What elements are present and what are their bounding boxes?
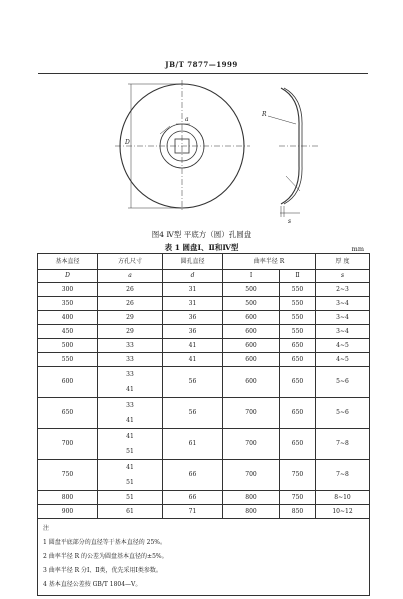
cell-d: 31	[163, 283, 223, 297]
cell-s: 8~10	[316, 491, 370, 505]
cell-s: 3~4	[316, 297, 370, 311]
cell-D: 450	[38, 325, 98, 339]
cell-a-value: 41	[126, 386, 134, 393]
cell-s: 7~8	[316, 429, 370, 460]
table-notes	[38, 519, 370, 596]
cell-d: 56	[163, 398, 223, 429]
col-D-header: 基本直径	[38, 254, 98, 270]
cell-a-value: 41	[126, 464, 134, 471]
cell-a	[98, 460, 163, 491]
cell-D: 600	[38, 367, 98, 398]
cell-d: 31	[163, 297, 223, 311]
label-a: a	[185, 116, 189, 123]
col-d-symbol: d	[163, 270, 223, 283]
cell-R1: 800	[223, 491, 280, 505]
cell-D: 350	[38, 297, 98, 311]
col-D-symbol: D	[38, 270, 98, 283]
table-row	[38, 311, 370, 325]
disc-drawing	[0, 76, 403, 226]
cell-a-value: 51	[126, 493, 134, 501]
col-R-type-II: Ⅱ	[280, 270, 316, 283]
cell-a-value: 33	[126, 402, 134, 409]
cell-a-value: 33	[126, 355, 134, 363]
cell-D: 900	[38, 505, 98, 519]
cell-R2: 550	[280, 311, 316, 325]
cell-a-value: 41	[126, 417, 134, 424]
cell-R2: 550	[280, 283, 316, 297]
cell-a	[98, 505, 163, 519]
figure-caption: 图4 Ⅳ型 平底方（圆）孔圆盘	[151, 230, 252, 239]
col-R-header: 曲率半径 R	[223, 254, 316, 270]
cell-a	[98, 339, 163, 353]
cell-d: 41	[163, 353, 223, 367]
cell-s: 5~6	[316, 398, 370, 429]
cell-R1: 600	[223, 353, 280, 367]
cell-s: 10~12	[316, 505, 370, 519]
cell-a	[98, 325, 163, 339]
label-R: R	[262, 111, 267, 118]
cell-R2: 650	[280, 339, 316, 353]
cell-a	[98, 398, 163, 429]
cell-a-value: 29	[126, 327, 134, 335]
cell-R2: 650	[280, 429, 316, 460]
cell-a-value: 33	[126, 341, 134, 349]
note-1: 1 圆盘平底部分的直径等于基本直径的 25%。	[43, 539, 166, 546]
cell-a	[98, 311, 163, 325]
col-s-symbol: s	[316, 270, 370, 283]
table-row	[38, 398, 370, 429]
col-d-header: 圆孔直径	[163, 254, 223, 270]
cell-R2: 550	[280, 297, 316, 311]
cell-R1: 600	[223, 325, 280, 339]
disc-dimension-table	[37, 253, 370, 596]
table-row	[38, 505, 370, 519]
table-row	[38, 297, 370, 311]
cell-a-value: 51	[126, 448, 134, 455]
cell-D: 300	[38, 283, 98, 297]
cell-a-value: 41	[126, 433, 134, 440]
cell-s: 2~3	[316, 283, 370, 297]
table-row	[38, 429, 370, 460]
label-D: D	[125, 139, 130, 146]
cell-R1: 500	[223, 297, 280, 311]
cell-a-value: 26	[126, 285, 134, 293]
cell-D: 750	[38, 460, 98, 491]
table-row	[38, 367, 370, 398]
cell-D: 650	[38, 398, 98, 429]
cell-a	[98, 367, 163, 398]
cell-a-value: 51	[126, 479, 134, 486]
table-title: 表 1 圆盘Ⅰ、Ⅱ和Ⅳ型	[164, 243, 239, 252]
cell-R2: 750	[280, 460, 316, 491]
cell-a	[98, 491, 163, 505]
cell-d: 71	[163, 505, 223, 519]
note-4: 4 基本直径公差按 GB/T 1804—V。	[43, 581, 142, 588]
col-R-type-I: Ⅰ	[223, 270, 280, 283]
cell-R1: 600	[223, 311, 280, 325]
page-header: JB/T 7877—1999	[165, 60, 238, 69]
cell-R1: 700	[223, 460, 280, 491]
cell-a	[98, 429, 163, 460]
cell-D: 800	[38, 491, 98, 505]
cell-D: 400	[38, 311, 98, 325]
cell-a	[98, 353, 163, 367]
cell-a-value: 33	[126, 371, 134, 378]
col-a-header: 方孔尺寸	[98, 254, 163, 270]
cell-d: 56	[163, 367, 223, 398]
cell-d: 66	[163, 460, 223, 491]
note-3: 3 曲率半径 R 分Ⅰ、Ⅱ类，优先采用Ⅰ类参数。	[43, 567, 162, 574]
header-rule	[38, 73, 368, 74]
cell-s: 4~5	[316, 339, 370, 353]
label-s: s	[288, 218, 292, 225]
cell-a-value: 26	[126, 299, 134, 307]
cell-R2: 650	[280, 367, 316, 398]
cell-s: 3~4	[316, 311, 370, 325]
cell-D: 550	[38, 353, 98, 367]
cell-R1: 700	[223, 398, 280, 429]
table-row	[38, 491, 370, 505]
cell-s: 4~5	[316, 353, 370, 367]
note-heading: 注	[43, 525, 50, 532]
table-row	[38, 339, 370, 353]
col-a-symbol: a	[98, 270, 163, 283]
cell-s: 3~4	[316, 325, 370, 339]
cell-a-value: 61	[126, 507, 134, 515]
cell-D: 700	[38, 429, 98, 460]
cell-s: 7~8	[316, 460, 370, 491]
table-row	[38, 283, 370, 297]
cell-d: 36	[163, 311, 223, 325]
note-2: 2 曲率半径 R 的公差为圆盘基本直径的±5%。	[43, 553, 168, 560]
table-row	[38, 460, 370, 491]
table-row	[38, 353, 370, 367]
cell-a-value: 29	[126, 313, 134, 321]
cell-D: 500	[38, 339, 98, 353]
cell-a	[98, 297, 163, 311]
cell-R1: 500	[223, 283, 280, 297]
cell-s: 5~6	[316, 367, 370, 398]
cell-R1: 800	[223, 505, 280, 519]
cell-R1: 600	[223, 367, 280, 398]
cell-R1: 600	[223, 339, 280, 353]
cell-R2: 750	[280, 491, 316, 505]
table-row	[38, 325, 370, 339]
unit-label: mm	[351, 245, 364, 253]
cell-R1: 700	[223, 429, 280, 460]
cell-d: 41	[163, 339, 223, 353]
cell-R2: 650	[280, 398, 316, 429]
cell-R2: 550	[280, 325, 316, 339]
cell-d: 61	[163, 429, 223, 460]
cell-R2: 850	[280, 505, 316, 519]
cell-d: 36	[163, 325, 223, 339]
col-s-header: 厚 度	[316, 254, 370, 270]
cell-a	[98, 283, 163, 297]
cell-d: 66	[163, 491, 223, 505]
cell-R2: 650	[280, 353, 316, 367]
